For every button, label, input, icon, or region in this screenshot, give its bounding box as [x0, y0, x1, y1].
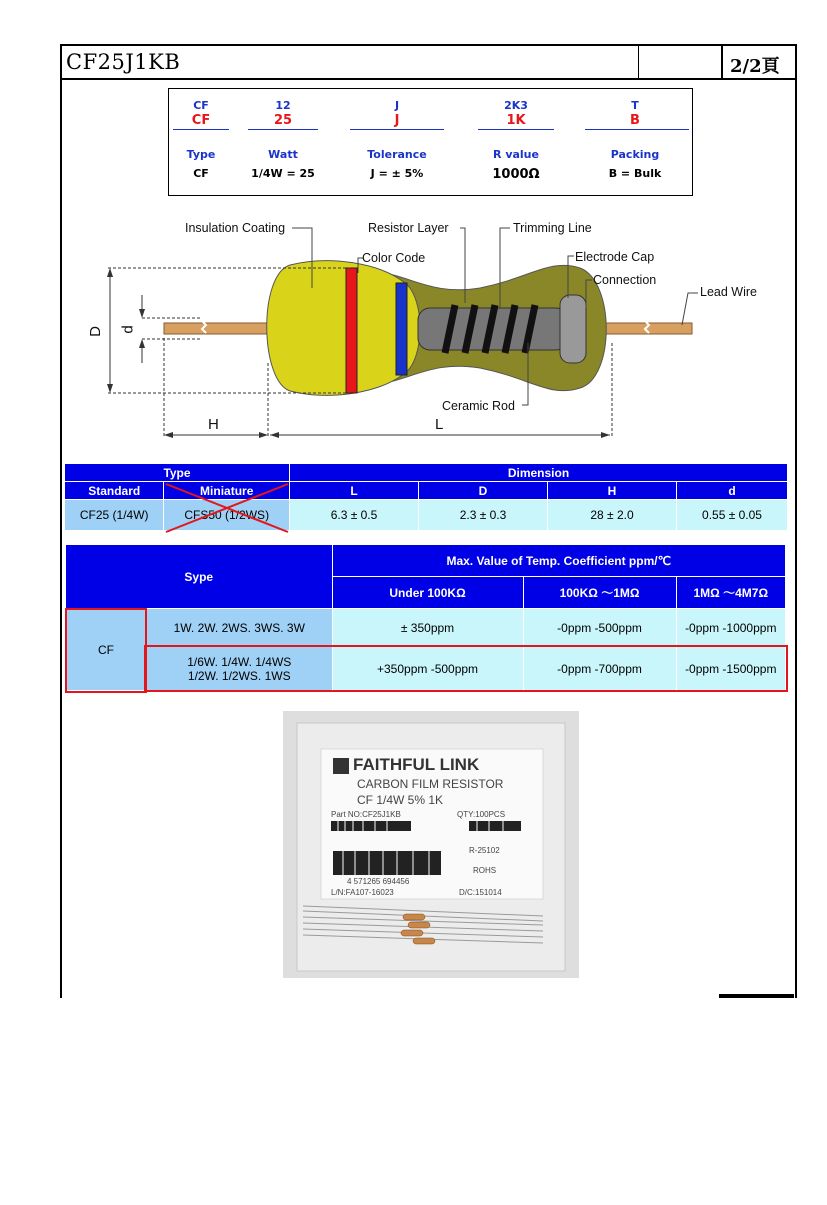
color-band-red — [346, 268, 357, 393]
bottom-rule — [719, 994, 794, 998]
doc-title: CF25J1KB — [66, 50, 181, 74]
code-desc: 1/4W = 25 — [251, 167, 315, 180]
cell-H: 28 ± 2.0 — [548, 500, 677, 531]
code-underline — [585, 129, 689, 130]
header-type: Type — [65, 464, 290, 482]
label-ceramic-rod: Ceramic Rod — [442, 399, 515, 413]
header-cell — [638, 46, 723, 78]
header-sype: Sype — [66, 545, 333, 609]
code-col-type — [161, 89, 241, 180]
code-label: Watt — [268, 148, 298, 161]
label-L: L — [435, 416, 444, 433]
product-photo — [283, 711, 579, 978]
code-value: J — [394, 113, 400, 128]
header-max-value: Max. Value of Temp. Coefficient ppm/℃ — [332, 545, 785, 577]
cell-L: 6.3 ± 0.5 — [290, 500, 419, 531]
cell-value: +350ppm -500ppm — [332, 647, 523, 691]
code-underline — [173, 129, 229, 130]
brand-logo-icon — [333, 758, 349, 774]
header-bar — [62, 46, 795, 80]
label-electrode-cap: Electrode Cap — [575, 250, 655, 264]
resistor-diagram — [80, 213, 780, 448]
photo-part: Part NO:CF25J1KB — [331, 810, 401, 819]
cell-d: 0.55 ± 0.05 — [677, 500, 788, 531]
header-dimension: Dimension — [290, 464, 788, 482]
code-letter: J — [394, 99, 400, 112]
code-label: Tolerance — [367, 148, 427, 161]
col-miniature-label: Miniature — [200, 483, 254, 498]
photo-barcode-num: 4 571265 694456 — [347, 877, 410, 886]
temp-coefficient-table — [65, 544, 786, 691]
cell-group-cf: CF — [66, 609, 147, 691]
table-row — [66, 647, 786, 691]
label-d: d — [119, 325, 137, 334]
photo-brand: FAITHFUL LINK — [353, 755, 480, 774]
label-D: D — [86, 326, 104, 337]
col-d: d — [677, 482, 788, 500]
cell-value: -0ppm -1500ppm — [676, 647, 785, 691]
part-code-box — [168, 88, 693, 196]
color-band-blue — [396, 283, 407, 375]
photo-background — [283, 711, 579, 978]
cell-watts — [147, 647, 333, 691]
code-label: R value — [493, 148, 539, 161]
label-H: H — [208, 416, 219, 433]
resistor-illustration — [80, 213, 780, 448]
code-letter: 12 — [275, 99, 291, 112]
label-connection: Connection — [593, 273, 657, 287]
photo-qty: QTY:100PCS — [457, 810, 506, 819]
code-underline — [478, 129, 554, 130]
code-label: Type — [186, 148, 216, 161]
code-value: 1K — [506, 113, 526, 128]
code-letter: CF — [193, 99, 209, 112]
code-col-packing — [585, 89, 685, 180]
code-desc: CF — [193, 167, 209, 180]
page-number: 2/2頁 — [730, 56, 780, 77]
cell-value: -0ppm -500ppm — [523, 609, 676, 647]
label-trimming-line: Trimming Line — [513, 221, 592, 235]
code-letter: 2K3 — [504, 99, 528, 112]
watts-line: 1/6W. 1/4W. 1/4WS — [187, 654, 292, 669]
lead-wire-left — [164, 323, 274, 334]
cell-value: -0ppm -700ppm — [523, 647, 676, 691]
photo-spec: CF 1/4W 5% 1K — [357, 793, 444, 807]
label-resistor-layer: Resistor Layer — [368, 221, 449, 235]
code-underline — [248, 129, 318, 130]
col-under-100k: Under 100KΩ — [332, 577, 523, 609]
photo-rcode: R-25102 — [469, 846, 500, 855]
label-color-code: Color Code — [362, 251, 426, 265]
cell-value: ± 350ppm — [332, 609, 523, 647]
photo-product: CARBON FILM RESISTOR — [357, 777, 504, 791]
code-desc: B = Bulk — [608, 167, 662, 180]
code-desc: J = ± 5% — [370, 167, 424, 180]
col-100k-1m: 100KΩ ～1MΩ — [523, 577, 676, 609]
code-label: Packing — [610, 148, 660, 161]
table-row — [66, 609, 786, 647]
cell-standard: CF25 (1/4W) — [65, 500, 164, 531]
cell-miniature: CFS50 (1/2WS) — [164, 500, 290, 531]
cell-value: -0ppm -1000ppm — [676, 609, 785, 647]
col-L: L — [290, 482, 419, 500]
cell-D: 2.3 ± 0.3 — [419, 500, 548, 531]
photo-lot: L/N:FA107-16023 — [331, 888, 394, 897]
code-col-watt — [243, 89, 323, 180]
label-lead-wire: Lead Wire — [700, 285, 757, 299]
code-letter: T — [631, 99, 639, 112]
code-value: B — [630, 113, 640, 128]
col-standard: Standard — [65, 482, 164, 500]
miniature-strike — [164, 482, 290, 534]
label-insulation: Insulation Coating — [185, 221, 286, 235]
code-desc: 1000Ω — [492, 167, 540, 182]
photo-dc: D/C:151014 — [459, 888, 502, 897]
electrode-cap — [560, 295, 586, 363]
code-value: 25 — [273, 113, 293, 128]
code-underline — [350, 129, 444, 130]
code-col-rvalue — [466, 89, 566, 182]
cell-watts: 1W. 2W. 2WS. 3WS. 3W — [147, 609, 333, 647]
code-col-tolerance — [347, 89, 447, 180]
photo-rohs: ROHS — [473, 866, 497, 875]
col-1m-4m7: 1MΩ ～4M7Ω — [676, 577, 785, 609]
code-value: CF — [191, 113, 211, 128]
watts-line: 1/2W. 1/2WS. 1WS — [187, 668, 291, 683]
col-H: H — [548, 482, 677, 500]
col-D: D — [419, 482, 548, 500]
